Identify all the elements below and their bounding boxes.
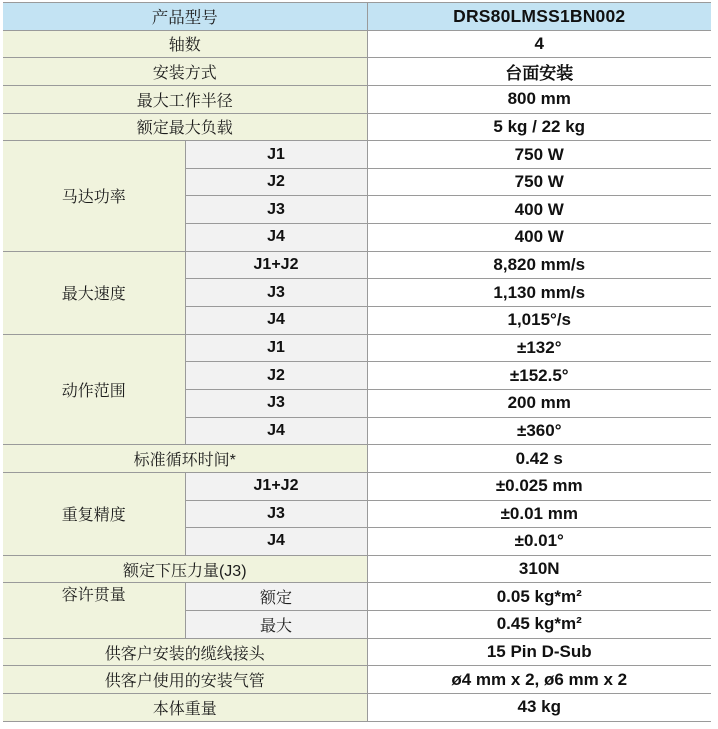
table-row-weight <box>3 694 711 722</box>
inertia-rated-value: 0.05 kg*m² <box>367 583 711 611</box>
speed-j4-value: 1,015°/s <box>367 307 711 335</box>
motor-power-label: 马达功率 <box>3 141 185 252</box>
table-row-range-j1 <box>3 334 711 362</box>
push-force-label: 额定下压力量(J3) <box>3 555 367 583</box>
mount-value: 台面安装 <box>367 58 711 86</box>
table-row-axes <box>3 30 711 58</box>
range-j2-value: ±152.5° <box>367 362 711 390</box>
connector-label: 供客户安装的缆线接头 <box>3 638 367 666</box>
speed-j3-value: 1,130 mm/s <box>367 279 711 307</box>
table-row-push-force <box>3 555 711 583</box>
motor-j2-sub: J2 <box>185 168 367 196</box>
radius-label: 最大工作半径 <box>3 85 367 113</box>
range-j3-sub: J3 <box>185 389 367 417</box>
range-j3-value: 200 mm <box>367 389 711 417</box>
motor-j3-value: 400 W <box>367 196 711 224</box>
repeat-j1j2-sub: J1+J2 <box>185 472 367 500</box>
connector-value: 15 Pin D-Sub <box>367 638 711 666</box>
table-row-speed-j1j2 <box>3 251 711 279</box>
motor-j2-value: 750 W <box>367 168 711 196</box>
payload-label: 额定最大负载 <box>3 113 367 141</box>
table-row-payload <box>3 113 711 141</box>
table-row-motor-j1 <box>3 141 711 169</box>
table-row-inertia-rated <box>3 583 711 611</box>
motion-range-label: 动作范围 <box>3 334 185 445</box>
axes-label: 轴数 <box>3 30 367 58</box>
repeat-j3-sub: J3 <box>185 500 367 528</box>
range-j4-sub: J4 <box>185 417 367 445</box>
motor-j3-sub: J3 <box>185 196 367 224</box>
inertia-max-value: 0.45 kg*m² <box>367 611 711 639</box>
repeatability-label: 重复精度 <box>3 472 185 555</box>
model-label: 产品型号 <box>3 3 367 31</box>
mount-label: 安装方式 <box>3 58 367 86</box>
motor-j1-sub: J1 <box>185 141 367 169</box>
motor-j1-value: 750 W <box>367 141 711 169</box>
axes-value: 4 <box>367 30 711 58</box>
speed-j1j2-sub: J1+J2 <box>185 251 367 279</box>
push-force-value: 310N <box>367 555 711 583</box>
inertia-max-sub: 最大 <box>185 611 367 639</box>
motor-j4-value: 400 W <box>367 224 711 252</box>
motor-j4-sub: J4 <box>185 224 367 252</box>
cycle-time-value: 0.42 s <box>367 445 711 473</box>
air-tube-label: 供客户使用的安装气管 <box>3 666 367 694</box>
payload-value: 5 kg / 22 kg <box>367 113 711 141</box>
speed-j4-sub: J4 <box>185 307 367 335</box>
cycle-time-label: 标准循环时间* <box>3 445 367 473</box>
radius-value: 800 mm <box>367 85 711 113</box>
repeat-j4-value: ±0.01° <box>367 528 711 556</box>
inertia-rated-sub: 额定 <box>185 583 367 611</box>
robot-spec-table <box>3 2 711 722</box>
weight-value: 43 kg <box>367 694 711 722</box>
air-tube-value: ø4 mm x 2, ø6 mm x 2 <box>367 666 711 694</box>
table-row-cycle-time <box>3 445 711 473</box>
table-row-connector <box>3 638 711 666</box>
repeat-j1j2-value: ±0.025 mm <box>367 472 711 500</box>
repeat-j4-sub: J4 <box>185 528 367 556</box>
repeat-j3-value: ±0.01 mm <box>367 500 711 528</box>
table-row-model <box>3 3 711 31</box>
speed-j3-sub: J3 <box>185 279 367 307</box>
table-row-air-tube <box>3 666 711 694</box>
table-row-mount <box>3 58 711 86</box>
max-speed-label: 最大速度 <box>3 251 185 334</box>
range-j4-value: ±360° <box>367 417 711 445</box>
range-j2-sub: J2 <box>185 362 367 390</box>
range-j1-value: ±132° <box>367 334 711 362</box>
table-row-repeat-j1j2 <box>3 472 711 500</box>
speed-j1j2-value: 8,820 mm/s <box>367 251 711 279</box>
range-j1-sub: J1 <box>185 334 367 362</box>
weight-label: 本体重量 <box>3 694 367 722</box>
model-value: DRS80LMSS1BN002 <box>367 3 711 31</box>
table-row-radius <box>3 85 711 113</box>
inertia-label: 容许贯量 <box>3 583 185 638</box>
